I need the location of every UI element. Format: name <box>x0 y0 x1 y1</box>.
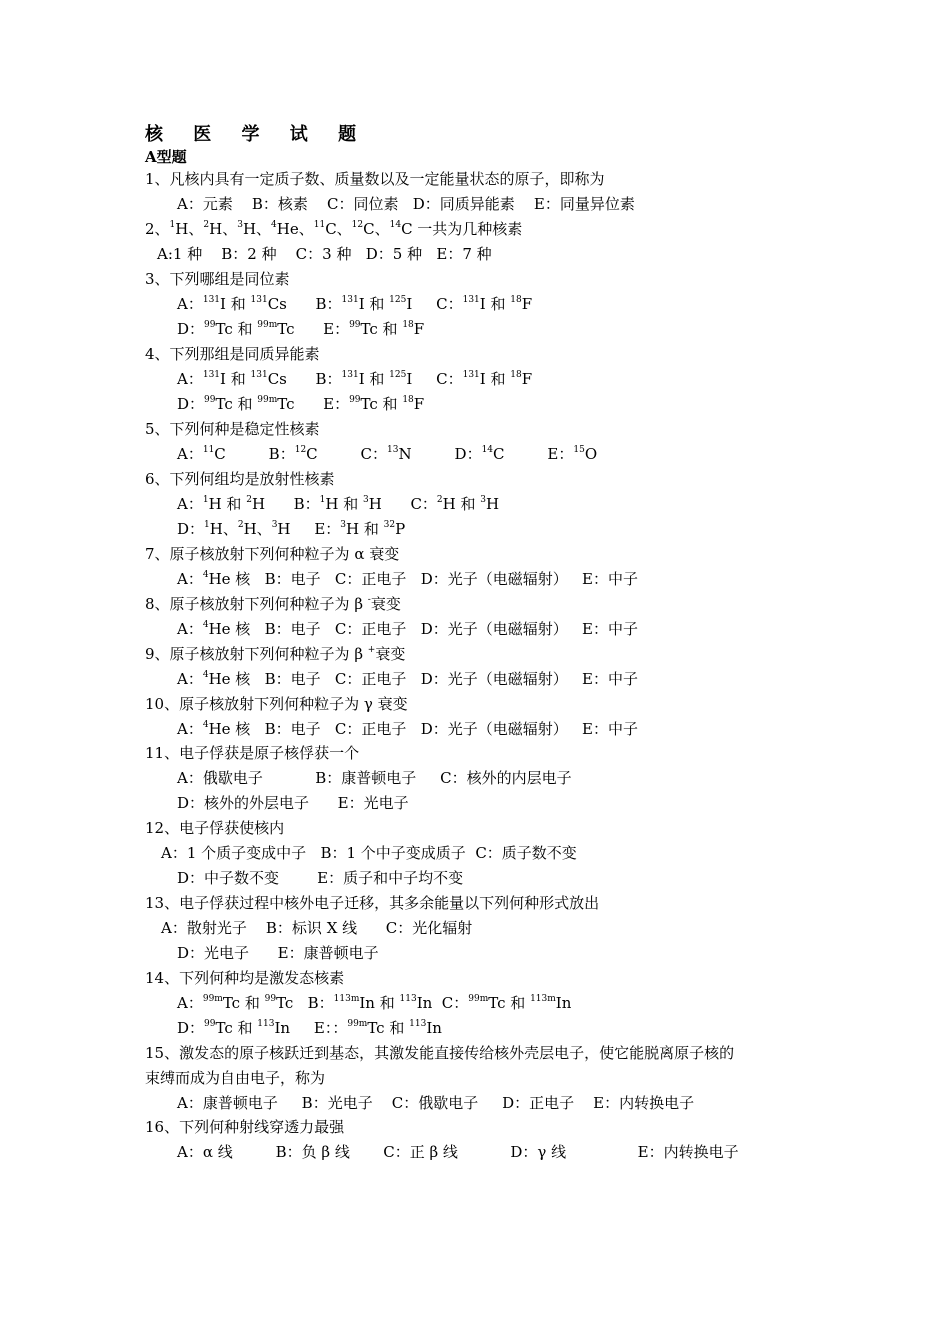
question-text: 6、下列何组均是放射性核素 <box>145 470 335 488</box>
answer-options: A：俄歇电子 B：康普顿电子 C：核外的内层电子 <box>177 769 572 787</box>
question-text: 16、下列何种射线穿透力最强 <box>145 1118 345 1136</box>
question-text: 束缚而成为自由电子，称为 <box>145 1069 326 1087</box>
answer-options: A：$^4$He 核 B：电子 C：正电子 D：光子（电磁辐射） E：中子 <box>177 670 638 688</box>
answer-options: A：α 线 B：负 β 线 C：正 β 线 D：γ 线 E：内转换电子 <box>177 1143 739 1161</box>
question-text: 3、下列哪组是同位素 <box>145 270 290 288</box>
answer-options: A：1 个质子变成中子 B：1 个中子变成质子 C：质子数不变 <box>161 844 577 862</box>
answer-options: A：$^{131}$I 和 $^{131}$Cs B：$^{131}$I 和 $^{125}$I C：$^{131}$I 和 $^{18}$F <box>177 295 533 313</box>
answer-options: D：光电子 E：康普顿电子 <box>177 944 379 962</box>
question-text: 10、原子核放射下列何种粒子为 γ 衰变 <box>145 695 408 713</box>
answer-options: A：散射光子 B：标识 X 线 C：光化辐射 <box>161 919 473 937</box>
answer-options: A：$^{131}$I 和 $^{131}$Cs B：$^{131}$I 和 $^{125}$I C：$^{131}$I 和 $^{18}$F <box>177 370 533 388</box>
answer-options: A：康普顿电子 B：光电子 C：俄歇电子 D：正电子 E：内转换电子 <box>177 1094 695 1112</box>
question-text: 15、激发态的原子核跃迁到基态，其激发能直接传给核外壳层电子，使它能脱离原子核的 <box>145 1044 735 1062</box>
question-text: 4、下列那组是同质异能素 <box>145 345 320 363</box>
question-text: 11、电子俘获是原子核俘获一个 <box>145 744 360 762</box>
question-text: 8、原子核放射下列何种粒子为 β -衰变 <box>145 595 401 613</box>
question-text: 12、电子俘获使核内 <box>145 819 285 837</box>
answer-options: D：核外的外层电子 E：光电子 <box>177 794 409 812</box>
answer-options: A：$^1$H 和 $^2$H B：$^1$H 和 $^3$H C：$^2$H 和 $^3$H <box>177 495 500 513</box>
answer-options: D：$^{99}$Tc 和 $^{99m}$Tc E：$^{99}$Tc 和 $^{18}$F <box>177 395 425 413</box>
answer-options: A：元素 B：核素 C：同位素 D：同质异能素 E：同量异位素 <box>177 195 635 213</box>
question-text: 9、原子核放射下列何种粒子为 β +衰变 <box>145 645 406 663</box>
question-text: 14、下列何种均是激发态核素 <box>145 969 345 987</box>
question-text: 5、下列何种是稳定性核素 <box>145 420 320 438</box>
answer-options: D：中子数不变 E：质子和中子均不变 <box>177 869 464 887</box>
question-text: 13、电子俘获过程中核外电子迁移，其多余能量以下列何种形式放出 <box>145 894 600 912</box>
section-heading: A型题 <box>145 148 187 166</box>
answer-options: A：$^4$He 核 B：电子 C：正电子 D：光子（电磁辐射） E：中子 <box>177 570 638 588</box>
answer-options: A:1 种 B：2 种 C：3 种 D：5 种 E：7 种 <box>157 245 492 263</box>
answer-options: D：$^{99}$Tc 和 $^{99m}$Tc E：$^{99}$Tc 和 $^{18}$F <box>177 320 425 338</box>
question-text: 7、原子核放射下列何种粒子为 α 衰变 <box>145 545 400 563</box>
answer-options: A：$^{99m}$Tc 和 $^{99}$Tc B：$^{113m}$In 和 $^{113}$In C：$^{99m}$Tc 和 $^{113m}$In <box>177 994 572 1012</box>
question-text: 2、$^1$H、$^2$H、$^3$H、$^4$He、$^{11}$C、$^{12}$C、$^{14}$C 一共为几种核素 <box>145 220 523 238</box>
answer-options: A：$^{11}$C B：$^{12}$C C：$^{13}$N D：$^{14}$C E：$^{15}$O <box>177 445 598 463</box>
answer-options: A：$^4$He 核 B：电子 C：正电子 D：光子（电磁辐射） E：中子 <box>177 720 638 738</box>
answer-options: D：$^1$H、$^2$H、$^3$H E：$^3$H 和 $^{32}$P <box>177 520 406 538</box>
answer-options: D：$^{99}$Tc 和 $^{113}$In E：：$^{99m}$Tc 和 $^{113}$In <box>177 1019 442 1037</box>
page-title: 核 医 学 试 题 <box>145 124 369 145</box>
answer-options: A：$^4$He 核 B：电子 C：正电子 D：光子（电磁辐射） E：中子 <box>177 620 638 638</box>
question-text: 1、凡核内具有一定质子数、质量数以及一定能量状态的原子，即称为 <box>145 170 605 188</box>
